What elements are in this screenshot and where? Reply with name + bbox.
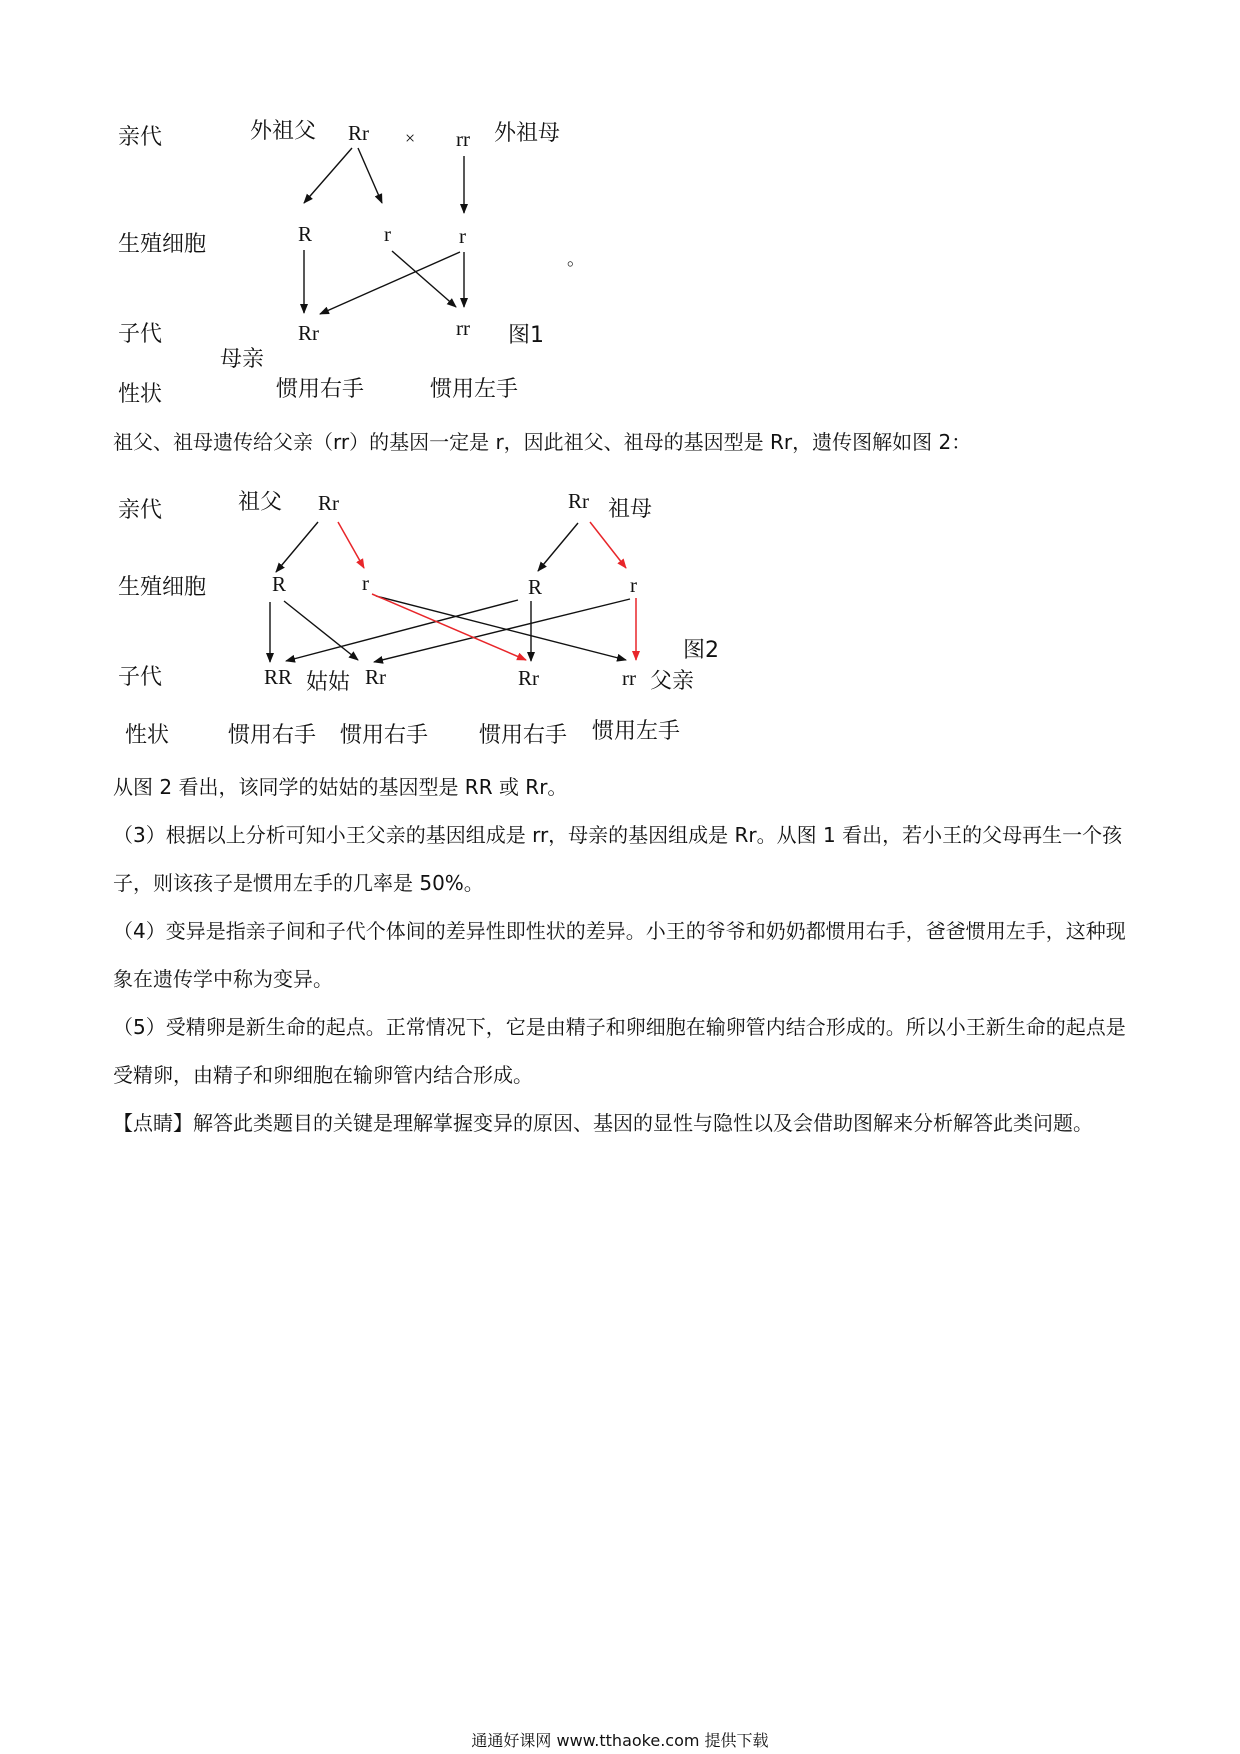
trait-label: 惯用左手 (430, 377, 519, 402)
paragraph-answer-3: （3）根据以上分析可知小王父亲的基因组成是 rr，母亲的基因组成是 Rr。从图 1 看出，若小王的父母再生一个孩子，则该孩子是惯用左手的几率是 50%。 (113, 823, 1123, 895)
arrow (320, 252, 460, 314)
offspring-genotype: rr (622, 666, 636, 690)
arrow (358, 148, 382, 203)
grandmother-genotype: Rr (568, 489, 589, 513)
figure-1-arrows (0, 0, 1240, 420)
paragraph-answer-4: （4）变异是指亲子间和子代个体间的差异性即性状的差异。小王的爷爷和奶奶都惯用右手，爸爸惯用左手，这种现象在遗传学中称为变异。 (113, 919, 1126, 991)
trait-label: 惯用左手 (592, 719, 681, 744)
arrow (276, 522, 318, 572)
row-label-gametes: 生殖细胞 (118, 575, 207, 600)
paragraph-key-point: 【点睛】解答此类题目的关键是理解掌握变异的原因、基因的显性与隐性以及会借助图解来分析解答此类问题。 (113, 1111, 1093, 1135)
row-label-parents: 亲代 (118, 498, 163, 523)
offspring-genotype: Rr (298, 321, 319, 345)
trait-label: 惯用右手 (479, 723, 568, 748)
father-label: 父亲 (650, 669, 695, 694)
row-label-trait: 性状 (125, 723, 170, 748)
figure-label: 图1 (508, 323, 544, 348)
cross-sign: × (405, 128, 416, 148)
row-label-offspring: 子代 (118, 665, 163, 690)
row-label-offspring: 子代 (118, 322, 163, 347)
arrow (374, 599, 630, 662)
trait-label: 惯用右手 (340, 723, 429, 748)
gamete-R: R (298, 222, 313, 246)
maternal-grandmother-genotype: rr (456, 127, 470, 151)
maternal-grandmother-label: 外祖母 (494, 121, 561, 146)
figure-2-arrows (0, 470, 1240, 810)
offspring-genotype: RR (264, 665, 293, 689)
grandmother-label: 祖母 (608, 497, 653, 522)
page-footer: 通通好课网 www.tthaoke.com 提供下载 (471, 1731, 769, 1750)
red-arrow (338, 522, 364, 568)
maternal-grandfather-genotype: Rr (348, 121, 369, 145)
paragraph-figure2-intro: 祖父、祖母遗传给父亲（rr）的基因一定是 r，因此祖父、祖母的基因型是 Rr，遗传图解如图 2： (113, 430, 972, 454)
grandfather-genotype: Rr (318, 491, 339, 515)
grandfather-label: 祖父 (238, 490, 283, 515)
paragraph-aunt-genotype: 从图 2 看出，该同学的姑姑的基因型是 RR 或 Rr。 (113, 775, 568, 799)
red-arrow (590, 522, 626, 568)
trait-label: 惯用右手 (228, 723, 317, 748)
gamete-r: r (362, 571, 369, 595)
offspring-genotype: rr (456, 316, 470, 340)
figure-label: 图2 (683, 638, 719, 663)
gamete-R: R (528, 575, 543, 599)
row-label-parents: 亲代 (118, 125, 163, 150)
aunt-label: 姑姑 (306, 670, 351, 695)
trailing-period: 。 (567, 249, 585, 269)
gamete-r: r (459, 224, 466, 248)
row-label-gametes: 生殖细胞 (118, 232, 207, 257)
arrow (538, 523, 578, 571)
offspring-genotype: Rr (518, 666, 539, 690)
row-label-trait: 性状 (118, 382, 163, 407)
gamete-r: r (384, 222, 391, 246)
gamete-R: R (272, 572, 287, 596)
paragraph-answer-5: （5）受精卵是新生命的起点。正常情况下，它是由精子和卵细胞在输卵管内结合形成的。所以小王新生命的起点是受精卵，由精子和卵细胞在输卵管内结合形成。 (113, 1015, 1126, 1087)
maternal-grandfather-label: 外祖父 (250, 119, 317, 144)
trait-label: 惯用右手 (276, 377, 365, 402)
mother-label: 母亲 (220, 347, 265, 372)
arrow (392, 251, 456, 307)
offspring-genotype: Rr (365, 665, 386, 689)
gamete-r: r (630, 573, 637, 597)
arrow (304, 148, 352, 203)
